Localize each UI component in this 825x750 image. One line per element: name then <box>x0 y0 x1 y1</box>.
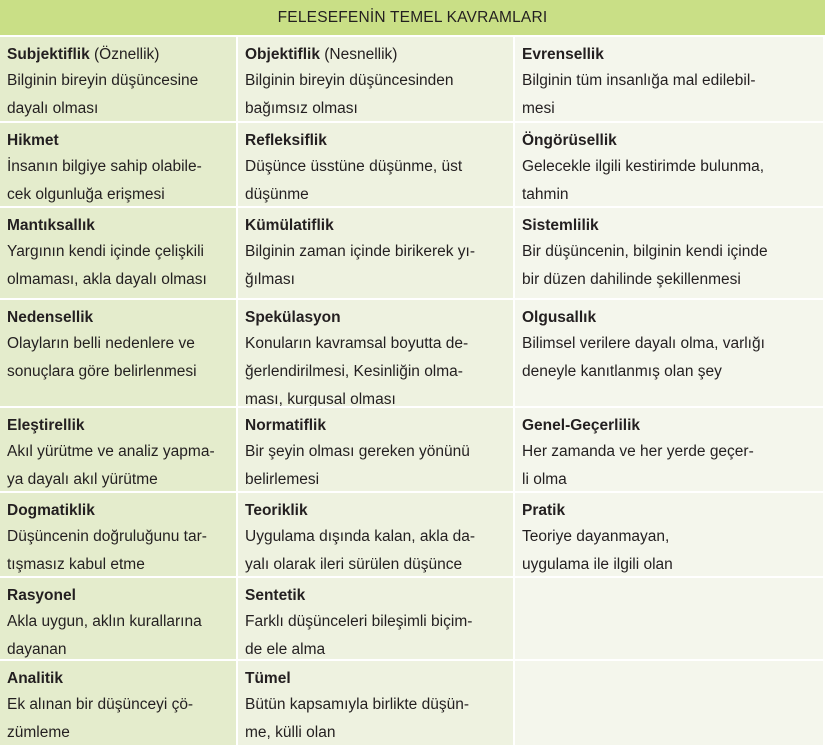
concept-term-text: Teoriklik <box>245 502 308 519</box>
concept-term <box>245 585 505 607</box>
concept-cell <box>238 661 515 747</box>
concept-term-text: Eleştirellik <box>7 417 85 434</box>
concept-definition-line: düşünme <box>245 186 309 203</box>
concept-definition-line: Konuların kavramsal boyutta de- <box>245 335 469 352</box>
concept-definition-line: uygulama ile ilgili olan <box>522 556 673 573</box>
concept-cell <box>515 37 825 123</box>
concept-term <box>7 585 228 607</box>
concept-definition-line: belirlemesi <box>245 471 320 488</box>
concept-definition-line: deneyle kanıtlanmış olan şey <box>522 363 722 380</box>
concept-cell <box>0 123 238 208</box>
concept-definition-line: Bilimsel verilere dayalı olma, varlığı <box>522 335 765 352</box>
concept-definition-line: tahmin <box>522 186 569 203</box>
concept-definition-line: Yargının kendi içinde çelişkili <box>7 243 205 260</box>
concept-cell <box>0 578 238 661</box>
concept-cell <box>238 408 515 493</box>
concept-term <box>245 500 505 522</box>
concept-definition-line: Ek alınan bir düşünceyi çö- <box>7 696 194 713</box>
concept-definition-line: tışmasız kabul etme <box>7 556 145 573</box>
concept-definition-line: mesi <box>522 100 555 117</box>
concept-term <box>7 415 228 437</box>
concept-definition-line: Olayların belli nedenlere ve <box>7 335 195 352</box>
concept-term-text: Spekülasyon <box>245 309 341 326</box>
concept-term-text: Subjektiflik <box>7 46 90 63</box>
concept-definition-line: Gelecekle ilgili kestirimde bulunma, <box>522 158 765 175</box>
concept-definition-line: bir düzen dahilinde şekillenmesi <box>522 271 741 288</box>
concept-term <box>522 415 815 437</box>
concept-definition-line: Uygulama dışında kalan, akla da- <box>245 528 476 545</box>
concept-definition-line: Her zamanda ve her yerde geçer- <box>522 443 754 460</box>
concept-definition-line: sonuçlara göre belirlenmesi <box>7 363 197 380</box>
concept-definition-line: ğılması <box>245 271 295 288</box>
concept-definition-line: ğerlendirilmesi, Kesinliğin olma- <box>245 363 463 380</box>
concept-cell <box>238 300 515 408</box>
concept-term-text: Pratik <box>522 502 566 519</box>
concept-definition-line: cek olgunluğa erişmesi <box>7 186 165 203</box>
concept-cell <box>238 493 515 578</box>
concept-term-text: Sistemlilik <box>522 217 599 234</box>
concept-definition-line: Düşüncenin doğruluğunu tar- <box>7 528 207 545</box>
concept-cell <box>238 123 515 208</box>
concept-cell <box>0 300 238 408</box>
concept-definition-line: Bilginin zaman içinde birikerek yı- <box>245 243 476 260</box>
concept-definition-line: de ele alma <box>245 641 326 658</box>
concept-term-text: Öngörüsellik <box>522 132 617 149</box>
concept-term-alias: (Öznellik) <box>94 46 160 63</box>
concept-definition-line: Bütün kapsamıyla birlikte düşün- <box>245 696 470 713</box>
concept-definition-line: me, külli olan <box>245 724 336 741</box>
concept-cell <box>515 493 825 578</box>
concept-cell <box>238 37 515 123</box>
empty-cell <box>515 578 825 661</box>
concept-term <box>7 215 228 237</box>
concept-definition-line: olmaması, akla dayalı olması <box>7 271 207 288</box>
concept-definition-line: Farklı düşünceleri bileşimli biçim- <box>245 613 473 630</box>
concept-term-text: Refleksiflik <box>245 132 327 149</box>
concept-cell <box>0 408 238 493</box>
concept-term <box>7 44 228 66</box>
concept-definition-line: Bir düşüncenin, bilginin kendi içinde <box>522 243 768 260</box>
concept-term-text: Nedensellik <box>7 309 94 326</box>
concept-term-text: Sentetik <box>245 587 306 604</box>
concept-term <box>7 500 228 522</box>
concept-cell <box>515 123 825 208</box>
concept-term-text: Dogmatiklik <box>7 502 95 519</box>
table-title: FELESEFENİN TEMEL KAVRAMLARI <box>0 0 825 37</box>
concept-term <box>522 500 815 522</box>
concept-definition-line: dayalı olması <box>7 100 99 117</box>
concept-definition-line: Düşünce üsstüne düşünme, üst <box>245 158 463 175</box>
concept-term-text: Genel-Geçerlilik <box>522 417 641 434</box>
concept-cell <box>515 300 825 408</box>
concept-term <box>245 215 505 237</box>
concept-definition-line: İnsanın bilgiye sahip olabile- <box>7 158 202 175</box>
concept-definition-line: zümleme <box>7 724 70 741</box>
concept-term-text: Mantıksallık <box>7 217 95 234</box>
concept-term <box>245 44 505 66</box>
concept-term-text: Hikmet <box>7 132 59 149</box>
concept-term <box>7 307 228 329</box>
concept-term <box>245 307 505 329</box>
concept-cell <box>0 208 238 300</box>
concept-cell <box>238 578 515 661</box>
concept-term-text: Objektiflik <box>245 46 320 63</box>
concept-cell <box>0 661 238 747</box>
concept-cell <box>515 208 825 300</box>
concept-definition-line: Teoriye dayanmayan, <box>522 528 670 545</box>
concept-term <box>522 215 815 237</box>
concept-definition-line: Akla uygun, aklın kurallarına <box>7 613 202 630</box>
concept-definition-line: Akıl yürütme ve analiz yapma- <box>7 443 215 460</box>
concept-cell <box>515 408 825 493</box>
concept-term <box>522 307 815 329</box>
concept-term-text: Analitik <box>7 670 63 687</box>
concept-term <box>522 44 815 66</box>
concept-term <box>522 130 815 152</box>
concept-term-alias: (Nesnellik) <box>324 46 398 63</box>
concept-cell <box>0 37 238 123</box>
concept-term <box>245 415 505 437</box>
concept-term-text: Evrensellik <box>522 46 604 63</box>
concept-definition-line: yalı olarak ileri sürülen düşünce <box>245 556 463 573</box>
concept-term-text: Tümel <box>245 670 291 687</box>
concept-definition-line: ya dayalı akıl yürütme <box>7 471 158 488</box>
concept-definition-line: Bilginin bireyin düşüncesine <box>7 72 199 89</box>
concept-cell <box>0 493 238 578</box>
concept-cell <box>238 208 515 300</box>
concept-term-text: Kümülatiflik <box>245 217 334 234</box>
concept-term <box>245 668 505 690</box>
concept-definition-line: li olma <box>522 471 567 488</box>
concept-term <box>7 130 228 152</box>
concept-definition-line: Bilginin tüm insanlığa mal edilebil- <box>522 72 756 89</box>
concept-term-text: Normatiflik <box>245 417 326 434</box>
concept-definition-line: Bir şeyin olması gereken yönünü <box>245 443 470 460</box>
concept-definition-line: Bilginin bireyin düşüncesinden <box>245 72 454 89</box>
concept-term-text: Olgusallık <box>522 309 597 326</box>
concept-definition-line: bağımsız olması <box>245 100 358 117</box>
concept-definition-line: dayanan <box>7 641 67 658</box>
concept-term <box>245 130 505 152</box>
empty-cell <box>515 661 825 747</box>
concept-definition-line: ması, kurgusal olması <box>245 391 396 408</box>
concepts-grid <box>0 37 825 747</box>
concept-term <box>7 668 228 690</box>
concept-term-text: Rasyonel <box>7 587 76 604</box>
